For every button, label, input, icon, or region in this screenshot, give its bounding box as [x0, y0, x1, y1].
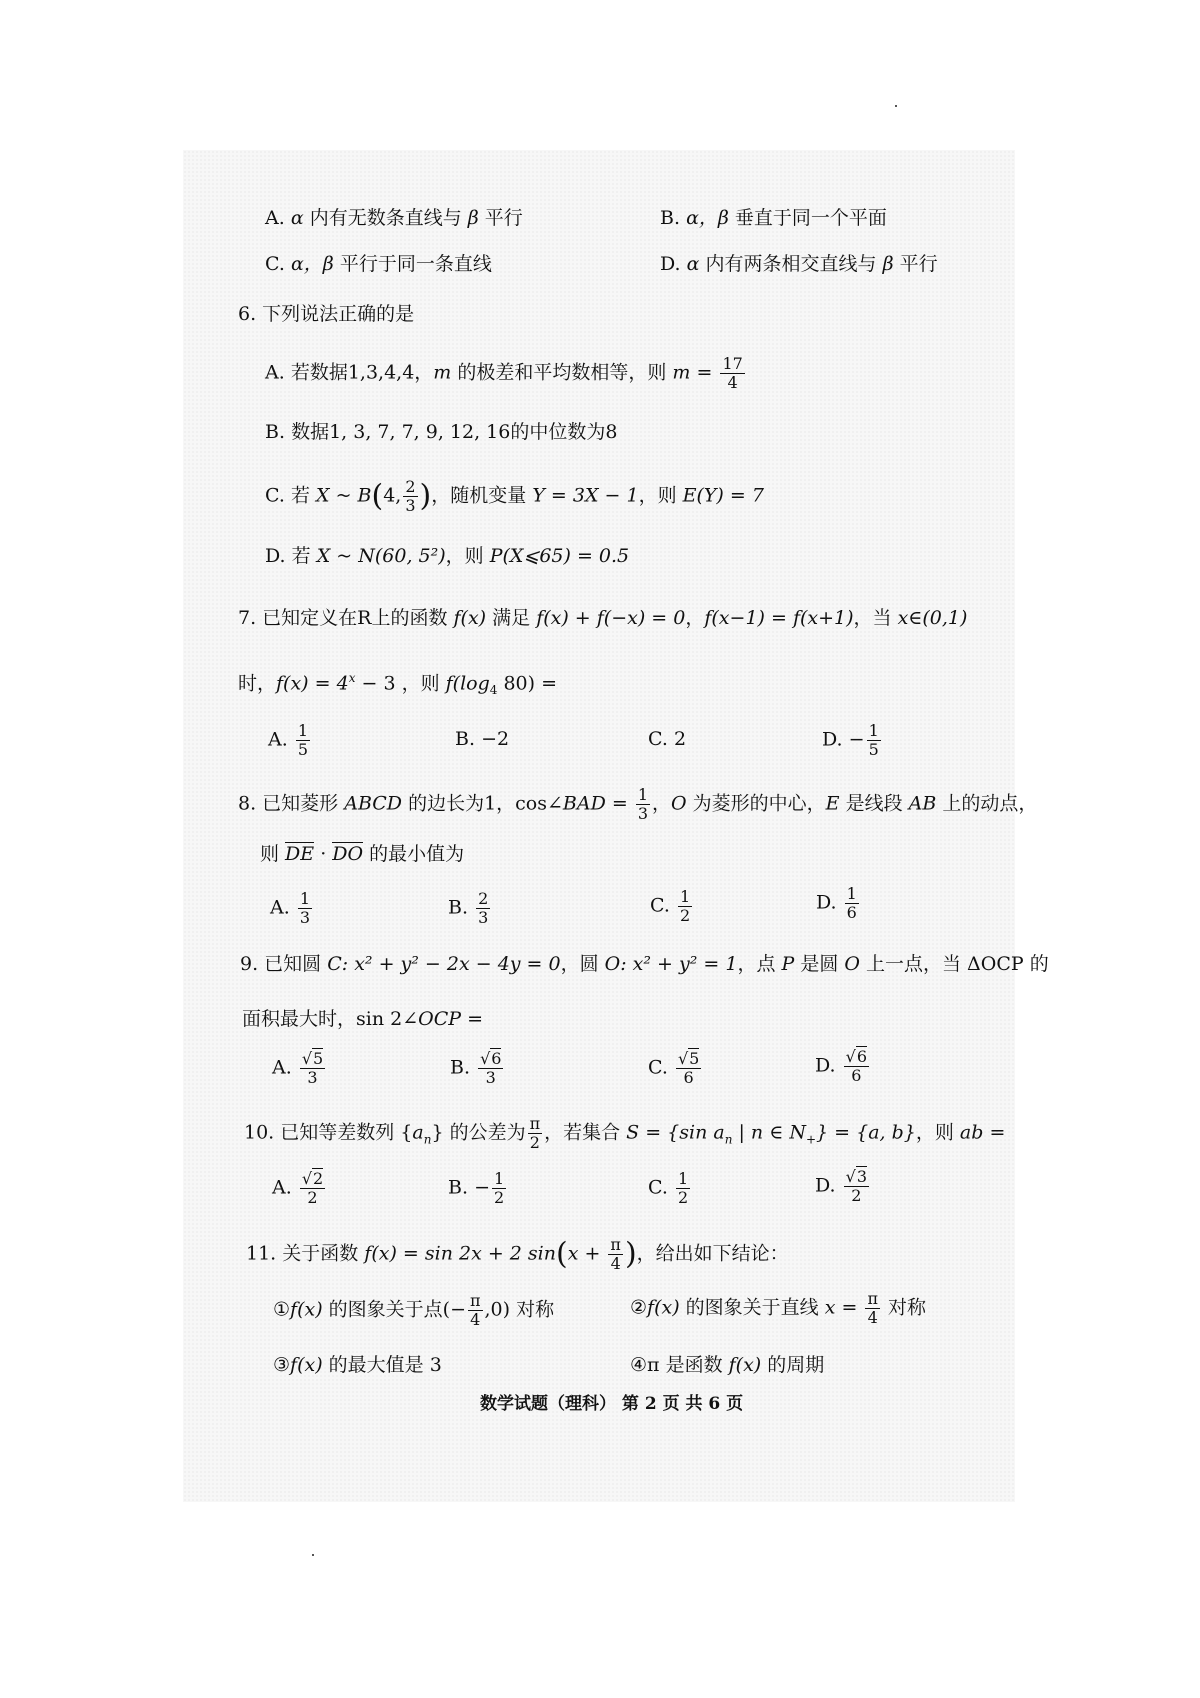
q10-option-d: D. $\frac{√3}{2}$ [815, 1167, 868, 1205]
q5-option-a: A. α 内有无数条直线与 β 平行 [265, 207, 523, 229]
q11-conclusion-2: ②f(x) 的图象关于直线 x = $\frac{\pi}{4}$ 对称 [630, 1289, 926, 1327]
q7-option-c: C. 2 [648, 728, 687, 750]
q6-option-d: D. 若 X ~ N(60, 5²)，则 P(X⩽65) = 0.5 [265, 545, 630, 567]
scan-speck [895, 105, 897, 107]
q8-option-c: C. $\frac{1}{2}$ [650, 887, 691, 925]
q11-conclusion-1: ①f(x) 的图象关于点(− $\frac{\pi}{4}$ ,0) 对称 [273, 1291, 555, 1329]
q11-conclusion-4: ④π 是函数 f(x) 的周期 [630, 1354, 825, 1376]
q6-option-c: C. 若 X ~ B(4, $\frac{2}{3}$ )，随机变量 Y = 3X − 1，则 E(Y) = 7 [265, 477, 764, 515]
q8-stem-line2: 则 DE · DO 的最小值为 [260, 843, 465, 865]
q9-option-a: A. $\frac{√5}{3}$ [272, 1049, 324, 1087]
q7-stem-line2: 时，$f(x) = 4^x - 3$ ，则 $f(\log_4$ 80) = [238, 671, 557, 698]
q9-stem-line2: 面积最大时，sin 2∠OCP = [242, 1008, 483, 1030]
q6-option-a: A. 若数据1,3,4,4，m 的极差和平均数相等，则 m = $\frac{17}{4}$ [265, 354, 743, 392]
q10-stem: 10. 已知等差数列 $\{a_n\}$ 的公差为 $\frac{\pi}{2}$ ，若集合 S = {sin $a_n$ | n ∈ $N_+\} = \{a$, b}，则 ab = [244, 1114, 1006, 1152]
q10-option-a: A. $\frac{√2}{2}$ [272, 1169, 324, 1207]
q9-option-d: D. $\frac{√6}{6}$ [815, 1047, 868, 1085]
q11-stem: 11. 关于函数 f(x) = sin 2x + 2 sin(x + $\frac{\pi}{4}$ )，给出如下结论： [246, 1235, 789, 1273]
q6-stem: 6. 下列说法正确的是 [238, 303, 415, 325]
scan-speck [312, 1554, 314, 1556]
q5-option-c: C. α，β 平行于同一条直线 [265, 253, 492, 275]
q5-option-b: B. α，β 垂直于同一个平面 [660, 207, 887, 229]
q9-stem-line1: 9. 已知圆 C: x² + y² − 2x − 4y = 0，圆 O: x² + y² = 1，点 P 是圆 O 上一点，当 ΔOCP 的 [240, 953, 1049, 975]
q11-conclusion-3: ③f(x) 的最大值是 3 [273, 1354, 442, 1376]
q6-option-b: B. 数据1, 3, 7, 7, 9, 12, 16的中位数为8 [265, 421, 618, 443]
q10-option-c: C. $\frac{1}{2}$ [648, 1169, 689, 1207]
q8-option-a: A. $\frac{1}{3}$ [270, 889, 310, 927]
q7-stem-line1: 7. 已知定义在R上的函数 f(x) 满足 f(x) + f(−x) = 0，f(x−1) = f(x+1)，当 x∈(0,1) [238, 607, 968, 629]
q7-option-b: B. −2 [455, 728, 510, 750]
page-footer: 数学试题（理科） 第 2 页 共 6 页 [480, 1394, 744, 1414]
q8-option-d: D. $\frac{1}{6}$ [816, 884, 857, 922]
q9-option-b: B. $\frac{√6}{3}$ [450, 1049, 502, 1087]
q8-stem-line1: 8. 已知菱形 ABCD 的边长为1，cos∠BAD = $\frac{1}{3}$ ，O 为菱形的中心，E 是线段 AB 上的动点， [238, 785, 1038, 823]
q5-option-d: D. α 内有两条相交直线与 β 平行 [660, 253, 938, 275]
q10-option-b: B. − $\frac{1}{2}$ [448, 1169, 505, 1207]
q8-option-b: B. $\frac{2}{3}$ [448, 889, 489, 927]
q9-option-c: C. $\frac{√5}{6}$ [648, 1049, 700, 1087]
q7-option-d: D. − $\frac{1}{5}$ [822, 721, 879, 759]
q7-option-a: A. $\frac{1}{5}$ [268, 721, 308, 759]
